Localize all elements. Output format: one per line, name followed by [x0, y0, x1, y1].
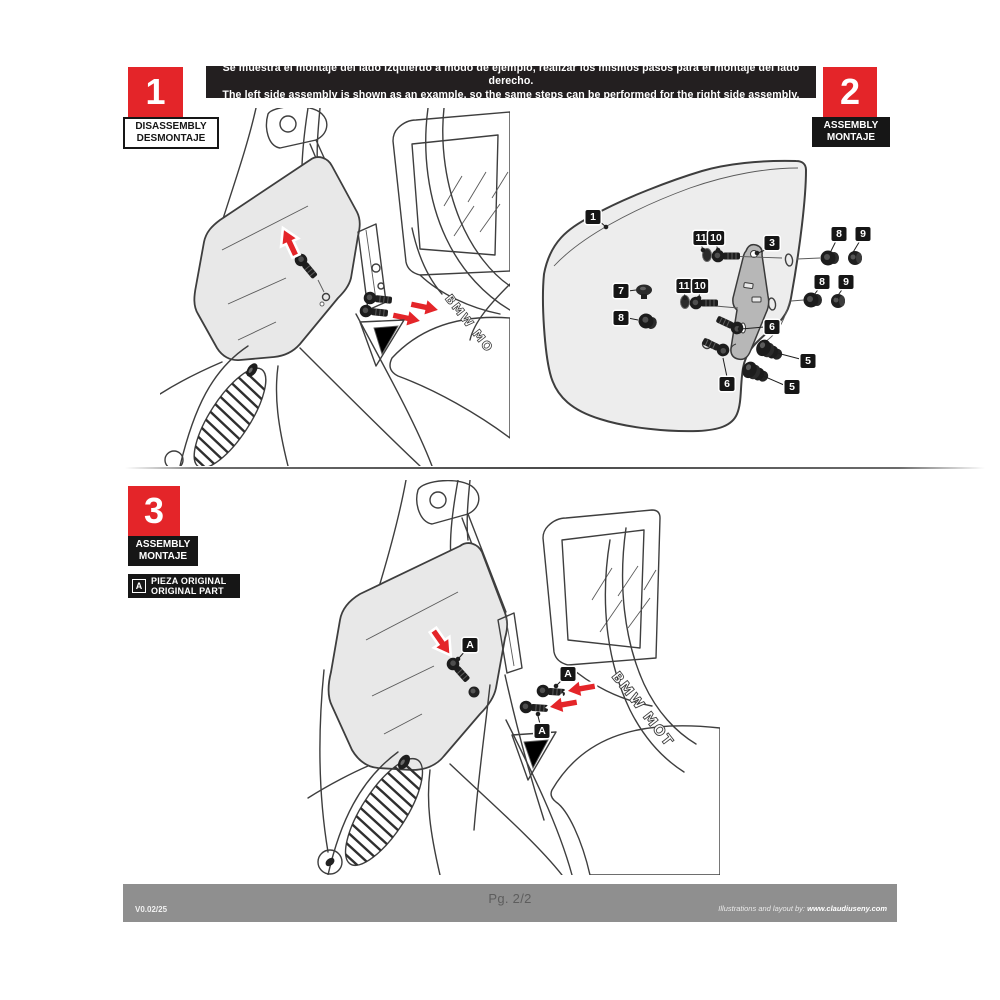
- original-part-legend: [128, 574, 240, 598]
- grommet-icon: [469, 687, 480, 698]
- brand-text: BMW MOT: [607, 668, 677, 751]
- legend-line-en: ORIGINAL PART: [151, 586, 224, 596]
- lower-fairing-lines: [450, 720, 572, 875]
- bolt-icon: [244, 361, 260, 378]
- brand-text: BMW MO: [442, 291, 497, 356]
- part-callout-11: 11: [695, 232, 707, 244]
- part-callout-10: 10: [710, 232, 722, 244]
- part-callout-6: 6: [765, 320, 780, 334]
- part-callout-A: A: [463, 638, 478, 652]
- part-callout-7: 7: [614, 284, 629, 298]
- grommet-icon: [821, 251, 840, 266]
- step-3-label-es: MONTAJE: [138, 551, 188, 562]
- vent-grille: [160, 346, 288, 466]
- version-label: V0.02/25: [135, 905, 168, 914]
- part-callout-A: A: [535, 724, 550, 738]
- part-callout-A: A: [561, 667, 576, 681]
- step-3-number: 3: [128, 486, 180, 536]
- red-arrow-left-icon: [546, 693, 580, 717]
- illustration-step3-assembly: [300, 480, 720, 875]
- illustration-step1-disassembly: [160, 108, 510, 466]
- part-callout-9: 9: [839, 275, 854, 289]
- step-1-label-en: DISASSEMBLY: [135, 121, 207, 132]
- part-callout-8: 8: [614, 311, 629, 325]
- credit-text: [718, 904, 887, 913]
- notice-line-english: The left side assembly is shown as an example, so the same steps can be performed for the right side assembly.: [222, 88, 800, 101]
- part-callout-9: 9: [856, 227, 871, 241]
- part-callout-11: 11: [678, 280, 690, 292]
- step-2-label: [812, 117, 890, 147]
- nut-icon: [848, 251, 862, 265]
- page-number: Pg. 2/2: [488, 891, 532, 906]
- credit-site: www.claudiuseny.com: [807, 904, 887, 913]
- wind-deflector: [329, 543, 508, 770]
- wind-deflector: [194, 157, 359, 360]
- part-callout-8: 8: [815, 275, 830, 289]
- line-drawing-motorcycle-front-left: [160, 108, 510, 466]
- line-drawing-motorcycle-front-left-assembled: [300, 480, 720, 875]
- step-3-label: [128, 536, 198, 566]
- part-callout-10: 10: [694, 280, 706, 292]
- part-callout-5: 5: [801, 354, 816, 368]
- notice-banner: [206, 61, 816, 101]
- footer-bar: [123, 884, 897, 922]
- credit-prefix: Illustrations and layout by:: [718, 904, 808, 913]
- notice-line-spanish: Se muestra el montaje del lado izquierdo a modo de ejemplo, realizar los mismos pasos para el montaje del lado derecho.: [222, 61, 800, 88]
- part-callout-5: 5: [785, 380, 800, 394]
- line-drawing-exploded-deflector: [540, 158, 960, 445]
- original-part-legend-text: [151, 576, 226, 597]
- bodywork: [474, 528, 720, 875]
- illustration-step2-assembly-exploded: [540, 158, 960, 445]
- legend-line-es: PIEZA ORIGINAL: [151, 575, 227, 586]
- screw-icon: [359, 304, 388, 319]
- step-2-label-es: MONTAJE: [826, 132, 876, 143]
- grommet-icon: [804, 293, 823, 308]
- part-callout-6: 6: [720, 377, 735, 391]
- screw-icon: [519, 700, 548, 715]
- step-2-number: 2: [823, 67, 877, 117]
- part-callout-3: 3: [765, 236, 780, 250]
- step-1-number: 1: [128, 67, 183, 117]
- step-1-label-es: DESMONTAJE: [136, 133, 206, 144]
- part-a-marker-icon: A: [132, 579, 146, 593]
- section-divider: [125, 467, 985, 469]
- step-3-label-en: ASSEMBLY: [135, 539, 191, 550]
- step-2-label-en: ASSEMBLY: [823, 120, 879, 131]
- part-callout-1: 1: [586, 210, 601, 224]
- part-callout-8: 8: [832, 227, 847, 241]
